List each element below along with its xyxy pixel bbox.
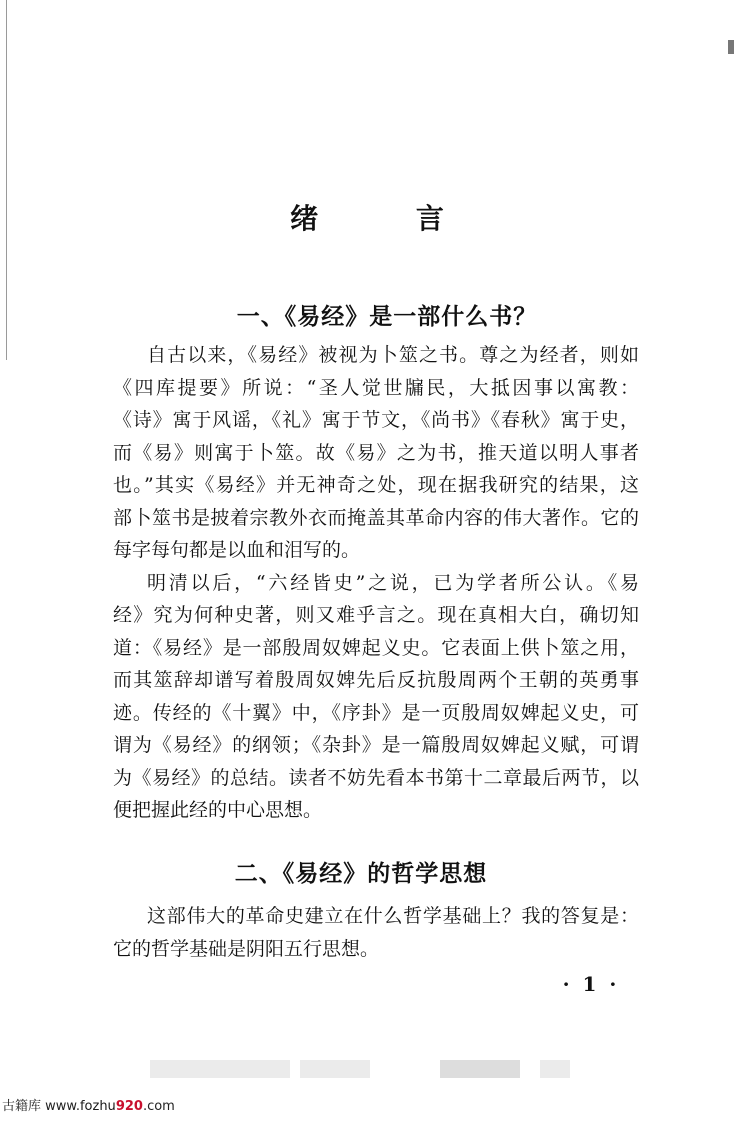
watermark-suffix: .com (142, 1099, 175, 1114)
text-line: 道：《易经》是一部殷周奴婢起义史。它表面上供卜筮之用， (113, 636, 639, 659)
watermark-prefix: 古籍库 www. (2, 1099, 80, 1114)
scan-smudge (300, 1060, 370, 1078)
text-line: 而其筮辞却谱写着殷周奴婢先后反抗殷周两个王朝的英勇事 (113, 669, 639, 691)
scan-smudge (540, 1060, 570, 1078)
text-line: 它的哲学基础是阴阳五行思想。 (113, 937, 380, 960)
scan-edge-line (6, 0, 7, 360)
text-line: 经》究为何种史著，则又难乎言之。现在真相大白，确切知 (113, 604, 639, 626)
text-line: 这部伟大的革命史建立在什么哲学基础上？我的答复是： (147, 905, 639, 927)
section-heading-2: 二、《易经》的哲学思想 (234, 861, 488, 888)
text-line: 《四库提要》所说：“圣人觉世牖民，大抵因事以寓教： (113, 376, 639, 399)
text-line: 便把握此经的中心思想。 (113, 799, 323, 821)
page-number: · 1 · (562, 972, 620, 996)
watermark-accent: 920 (115, 1099, 143, 1114)
section-heading-1: 一、《易经》是一部什么书？ (236, 304, 538, 331)
page-title: 绪 言 (290, 201, 488, 235)
section-2-body (113, 900, 639, 965)
watermark-domain: fozhu (79, 1099, 116, 1114)
text-line: 自古以来，《易经》被视为卜筮之书。尊之为经者，则如 (147, 344, 639, 366)
scan-smudge (150, 1060, 290, 1078)
scan-edge-mark (728, 40, 734, 54)
section-1-body (113, 339, 639, 827)
text-line: 而《易》则寓于卜筮。故《易》之为书，推天道以明人事者 (113, 441, 639, 464)
text-line: 为《易经》的总结。读者不妨先看本书第十二章最后两节，以 (113, 766, 639, 789)
text-line: 谓为《易经》的纲领；《杂卦》是一篇殷周奴婢起义赋，可谓 (113, 734, 639, 756)
text-line: 也。”其实《易经》并无神奇之处，现在据我研究的结果，这 (113, 474, 639, 496)
site-watermark (2, 1095, 175, 1114)
text-line: 每字每句都是以血和泪写的。 (113, 539, 361, 561)
text-line: 《诗》寓于风谣，《礼》寓于节文，《尚书》《春秋》寓于史， (113, 409, 639, 431)
text-line: 迹。传经的《十翼》中，《序卦》是一页殷周奴婢起义史，可 (113, 701, 639, 724)
scan-smudge (440, 1060, 520, 1078)
text-line: 部卜筮书是披着宗教外衣而掩盖其革命内容的伟大著作。它的 (113, 506, 639, 529)
text-line: 明清以后，“六经皆史”之说，已为学者所公认。《易 (147, 571, 639, 594)
